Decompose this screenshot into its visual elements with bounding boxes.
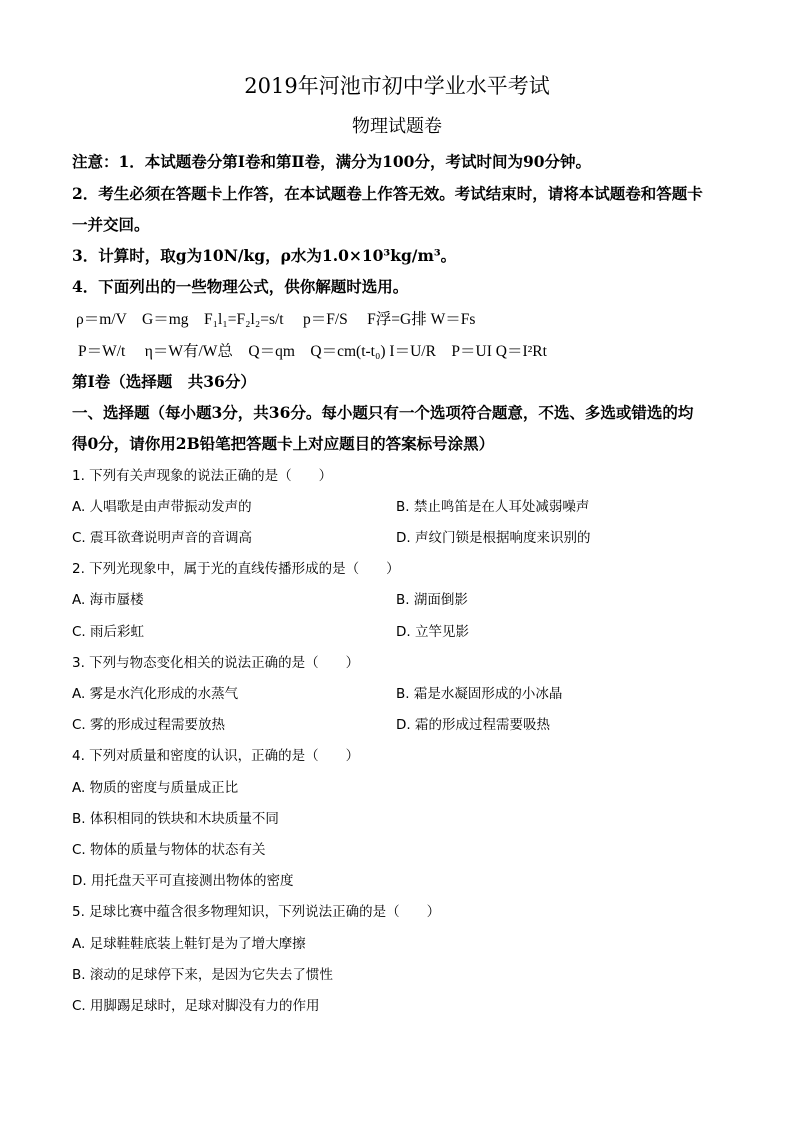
question-4-option-b: B. 体积相同的铁块和木块质量不同 xyxy=(72,811,279,827)
note-line-3: 一并交回。 xyxy=(72,215,150,234)
question-2-stem: 2. 下列光现象中，属于光的直线传播形成的是（ ） xyxy=(72,561,400,577)
question-2-option-a: A. 海市蜃楼 xyxy=(72,592,144,608)
question-4-option-a: A. 物质的密度与质量成正比 xyxy=(72,780,239,796)
note-line-1: 注意：1．本试题卷分第Ⅰ卷和第Ⅱ卷，满分为100分，考试时间为90分钟。 xyxy=(72,152,592,171)
question-1-option-a: A. 人唱歌是由声带振动发声的 xyxy=(72,499,252,515)
question-1-option-b: B. 禁止鸣笛是在人耳处减弱噪声 xyxy=(396,499,590,515)
question-3-option-c: C. 雾的形成过程需要放热 xyxy=(72,717,226,733)
question-5-option-b: B. 滚动的足球停下来，是因为它失去了惯性 xyxy=(72,967,333,983)
question-2-option-b: B. 湖面倒影 xyxy=(396,592,468,608)
formula-row-1: ρ＝m/V G＝mg F₁l₁=F₂l₂=s/t p＝F/S F浮=G排 W＝Fs xyxy=(76,311,476,328)
question-5-option-c: C. 用脚踢足球时，足球对脚没有力的作用 xyxy=(72,998,320,1014)
question-5-stem: 5. 足球比赛中蕴含很多物理知识，下列说法正确的是（ ） xyxy=(72,904,441,920)
part-heading-line-1: 一、选择题（每小题3分，共36分。每小题只有一个选项符合题意，不选、多选或错选的均 xyxy=(72,403,694,422)
question-3-stem: 3. 下列与物态变化相关的说法正确的是（ ） xyxy=(72,655,360,671)
question-2-option-d: D. 立竿见影 xyxy=(396,624,469,640)
question-1-option-c: C. 震耳欲聋说明声音的音调高 xyxy=(72,530,253,546)
question-3-option-d: D. 霜的形成过程需要吸热 xyxy=(396,717,550,733)
question-1-stem: 1. 下列有关声现象的说法正确的是（ ） xyxy=(72,468,333,484)
question-1-option-d: D. 声纹门锁是根据响度来识别的 xyxy=(396,530,591,546)
question-5-option-a: A. 足球鞋鞋底装上鞋钉是为了增大摩擦 xyxy=(72,936,306,952)
volume-heading: 第Ⅰ卷（选择题 共36分） xyxy=(72,372,256,391)
note-line-4: 3．计算时，取g为10N/kg，ρ水为1.0×10³kg/m³。 xyxy=(72,246,457,265)
note-line-5: 4．下面列出的一些物理公式，供你解题时选用。 xyxy=(72,277,409,296)
page-title: 2019年河池市初中学业水平考试 xyxy=(244,74,550,98)
question-4-option-c: C. 物体的质量与物体的状态有关 xyxy=(72,842,266,858)
page-subtitle: 物理试题卷 xyxy=(352,116,442,137)
question-2-option-c: C. 雨后彩虹 xyxy=(72,624,145,640)
question-4-option-d: D. 用托盘天平可直接测出物体的密度 xyxy=(72,873,294,889)
formula-row-2: P＝W/t η＝W有/W总 Q＝qm Q＝cm(t-t₀) I＝U/R P＝UI Q＝I²Rt xyxy=(78,343,547,360)
part-heading-line-2: 得0分，请你用2B铅笔把答题卡上对应题目的答案标号涂黑） xyxy=(72,434,495,453)
question-3-option-b: B. 霜是水凝固形成的小冰晶 xyxy=(396,686,563,702)
question-4-stem: 4. 下列对质量和密度的认识，正确的是（ ） xyxy=(72,748,360,764)
note-line-2: 2．考生必须在答题卡上作答，在本试题卷上作答无效。考试结束时，请将本试题卷和答题卡 xyxy=(72,184,703,203)
question-3-option-a: A. 雾是水汽化形成的水蒸气 xyxy=(72,686,239,702)
